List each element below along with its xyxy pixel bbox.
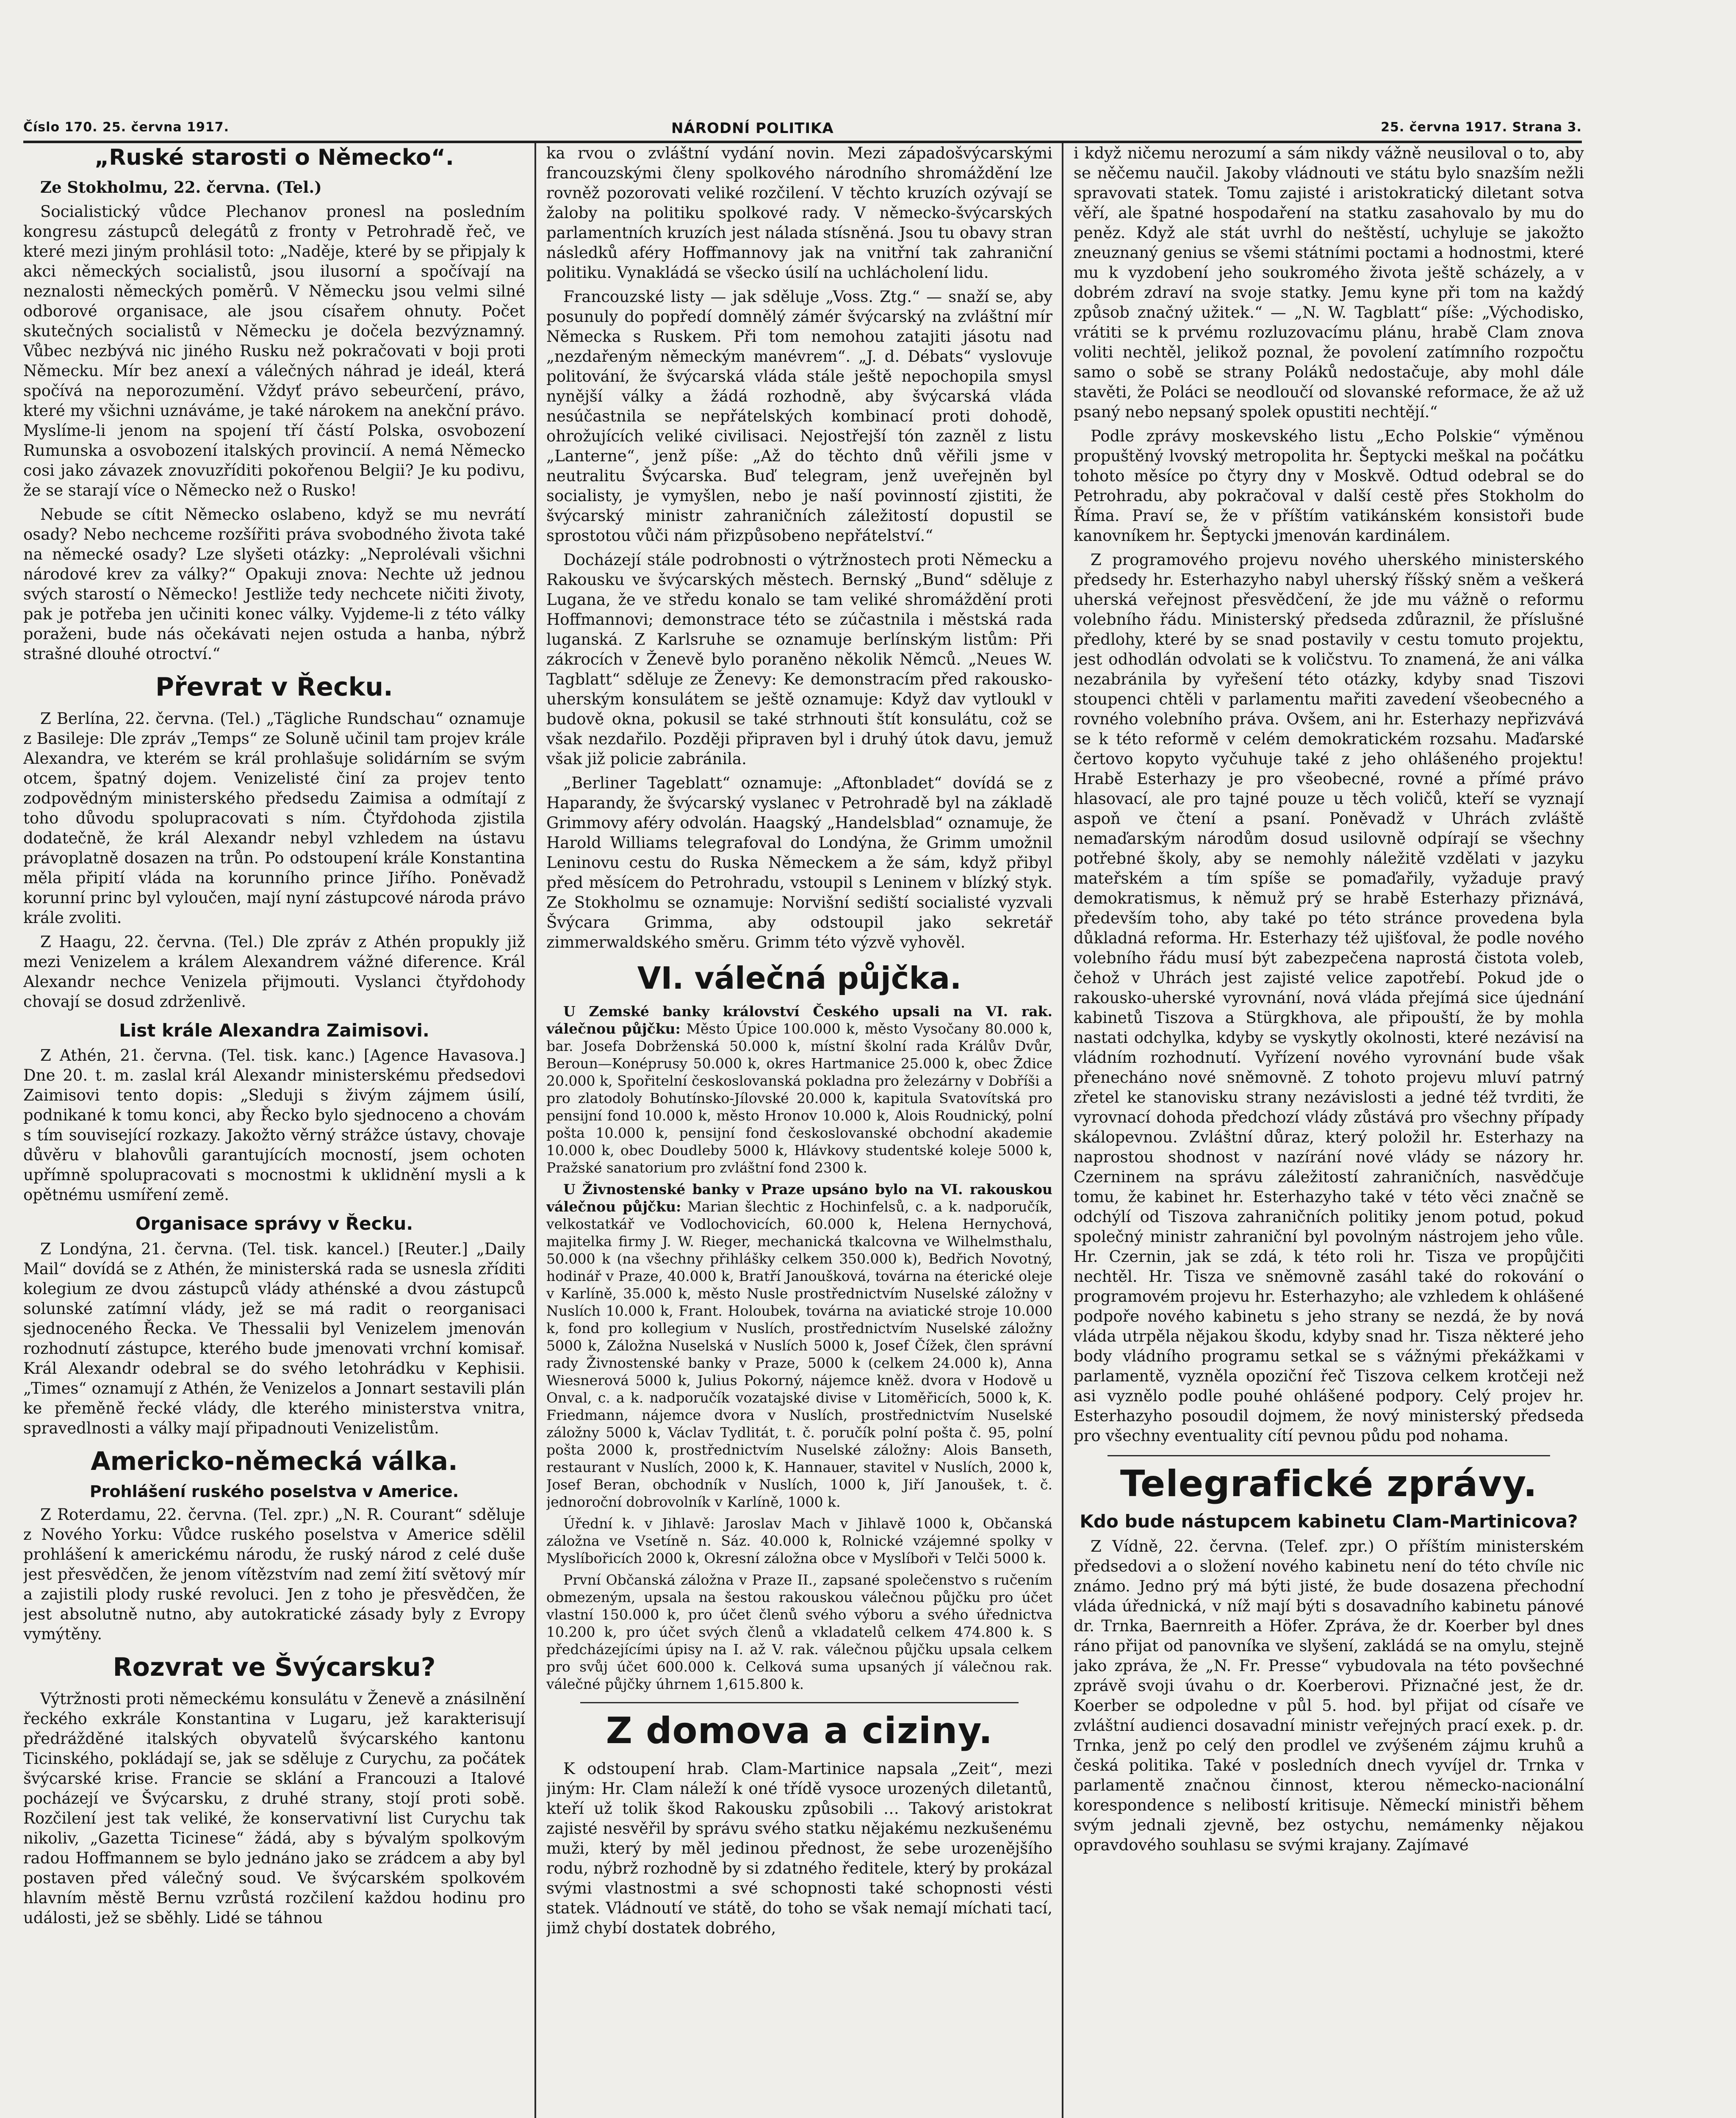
subscription-heading: U Živnostenské banky v Praze upsáno bylo na VI. rakouskou válečnou půjčku: [546,1181,1052,1215]
article-title: Americko-německá válka. [91,1446,458,1476]
article-rozvrat-ve-svycarsku [23,1653,525,1928]
article-domov-continued [1074,143,1584,1446]
article-paragraph: Francouzské listy — jak sděluje „Voss. Ztg.“ — snaží se, aby posunuly do popředí domnělý zámér švýcarský na zvláštní mír Německa s Ruskem. Při tom nemohou zatajiti jásotu nad „nezdařeným německým manévrem“. „J. d. Débats“ vyslovuje politování, že švýcarská vláda stále ještě nepochopila smysl nynější války a žádá rozhodně, aby švýcarská vláda nesúčastnila se nepřátelských kombinací proti dohodě, ohrožujících veliké civilisaci. Nejostřejší tón zazněl z listu „Lanterne“, jenž píše: „Až do těchto dnů věřili jsme v neutralitu Švýcarska. Buď telegram, jenž uveřejněn byl socialisty, je vymyšlen, nebo je naší povinností zjistiti, že švýcarský ministr zahraničních záležitostí dopustil se sprostotou vůči nám přizpůsobeno nepřátelství.“ [546,288,1052,545]
article-subtitle: Kdo bude nástupcem kabinetu Clam-Martinicova? [1080,1511,1578,1532]
article-paragraph: Výtržnosti proti německému konsulátu v Ženevě a znásilnění řeckého exkrále Konstantina v Lugaru, jež karakterisují předrážděné italských obyvatelů švýcarského kantonu Ticinského, pokládají se, jak se sděluje z Curychu, za počátek švýcarské krise. Francie se sklání a Francouzi a Italové pocházejí ve Švýcarsku, z druhé strany, stojí proti sobě. Rozčilení jest tak veliké, že konservativní list Curychu tak nikoliv, „Gazetta Ticinese“ žádá, aby s bývalým spolkovým radou Hoffmannem se bylo jednáno jako se zrádcem a aby byl postaven před válečný soud. Ve švýcarském spolkovém hlavním městě Bernu vzrůstá rozčilení každou hodinu pro události, jež se sběhly. Lidé se táhnou [23,1690,525,1927]
section-title: Telegrafické zprávy. [1120,1463,1538,1505]
article-title: Převrat v Řecku. [155,672,393,702]
article-z-domova-a-ciziny [546,1711,1052,1938]
page-header [23,120,1582,137]
article-telegraficke-zpravy [1074,1464,1584,1855]
article-paragraph: Docházejí stále podrobnosti o výtržnostech proti Německu a Rakousku ve švýcarských městech. Bernský „Bund“ sděluje z Lugana, že ve středu konalo se tam veliké shromáždění proti Hoffmannovi; demonstrace této se zúčastnila i městská rada luganská. Z Karlsruhe se oznamuje berlínským listům: Při zákrocích v Ženevě bylo poraněno několik Němců. „Neues W. Tagblatt“ sděluje ze Ženevy: Ke demonstracím před rakousko-uherským konsulátem se ještě oznamuje: Když dav vytloukl v budově okna, pokusil se také strhnouti štít konsulátu, což se však nezdařilo. Později připraven byl i druhý útok davu, jemuž však již policie zabránila. [546,551,1052,768]
column-3 [1074,143,1584,2118]
article-title: List krále Alexandra Zaimisovi. [119,1020,429,1041]
article-paragraph: K odstoupení hrab. Clam-Martinice napsala „Zeit“, mezi jiným: Hr. Clam náleží k oné třídě vysoce urozených diletantů, kteří už tolik škod Rakousku způsobili … Takový aristokrat zajisté nesvěřil by správu svého statku nějakému nezkušenému muži, který by měl jedinou přednost, že sebe urozenějšího rodu, nýbrž rozhodně by si zdatného ředitele, který by prokázal svými vlastnostmi a své schopnosti také schopnosti vésti statek. Vládnoutí ve státě, do toho se však nemají míchati tací, jimž chybí dostatek dobrého, [546,1759,1052,1937]
column-rule-1 [534,143,536,2118]
article-organisace-spravy [23,1214,525,1438]
article-ruske-starosti [23,146,525,664]
column-1 [23,143,525,2118]
article-paragraph: „Berliner Tageblatt“ oznamuje: „Aftonbladet“ dovídá se z Haparandy, že švýcarský vyslanec v Petrohradě byl na základě Grimmovy aféry odvolán. Haagský „Handelsblad“ oznamuje, že Harold Williams telegrafoval do Londýna, že Grimm umožnil Leninovu cestu do Ruska Německem a že sám, když přibyl před měsícem do Petrohradu, vstoupil s Leninem v blízký styk. Ze Stokholmu se oznamuje: Norvišní sediští socialisté vyzvali Švýcara Grimma, aby odstoupil jako sekretář zimmerwaldského směru. Grimm této výzvě vyhověl. [546,774,1052,951]
article-americko-nemecka-valka [23,1447,525,1644]
header-issue-date: Číslo 170. 25. června 1917. [23,120,229,135]
column-2 [546,143,1052,2118]
subscription-heading: U Zemské banky království Českého upsali na VI. rak. válečnou půjčku: [546,1003,1052,1037]
header-masthead: NÁRODNÍ POLITIKA [671,120,834,137]
header-page-number: 25. června 1917. Strana 3. [1381,120,1582,135]
subscription-list: Město Úpice 100.000 k, město Vysočany 80.000 k, bar. Josefa Dobrženská 50.000 k, místní školní rada Králův Dvůr, Beroun—Konéprusy 50.000 k, okres Hartmanice 25.000 k, obec Ždice 20.000 k, Spořitelní českoslovanská pokladna pro železárny v Dobříši a pro zlatodoly Bohutínsko-Jílovské 20.000 k, kapitula Svatovítská pro pensijní fond 10.000 k, město Hronov 10.000 k, Alois Roudnický, polní pošta 10.000 k, pensijní fond českoslovanské obchodní akademie 10.000 k, obec Doudleby 5000 k, Hlávkovy studentské koleje 5000 k, Pražské sanatorium pro zvláštní fond 2300 k. [546,1020,1052,1176]
article-paragraph: ka rvou o zvláštní vydání novin. Mezi západošvýcarskými francouzskými členy spolkového národního shromáždění lze rovněž pozorovati veliké rozčilení. V těchto kruzích ozývají se žaloby na politiku spolkové rady. V německo-švýcarských parlamentních kruzích jest nálada stísněná. Jsou tu obavy stran následků aféry Hoffmannovy jak na vnitřní tak zahraniční politiku. Vynakládá se všecko úsilí na uchlácholení lidu. [546,144,1052,282]
article-paragraph: Úřední k. v Jihlavě: Jaroslav Mach v Jihlavě 1000 k, Občanská záložna ve Vsetíně n. Sáz. 40.000 k, Rolnické vzájemné spolky v Myslíbořicích 2000 k, Okresní záložna obce v Myslíboři v Telči 5000 k. [546,1515,1052,1567]
dateline: Ze Stokholmu, 22. června. (Tel.) [40,178,322,197]
article-paragraph: Z Vídně, 22. června. (Telef. zpr.) O příštím ministerském předsedovi a o složení nového kabinetu není do této chvíle nic známo. Jedno prý má býti jisté, že bude dosazena přechodní vláda úřednická, v níž mají býti s dosavadního kabinetu pánové dr. Trnka, Baernreith a Höfer. Zpráva, že dr. Koerber byl dnes ráno přijat od panovníka ve slyšení, zakládá se na omylu, stejně jako zpráva, že „N. Fr. Presse“ vybudovala na této povšechné zprávě svoji úvahu o dr. Koerberovi. Přiznačné jest, že dr. Koerber se odpoledne v půl 5. hod. byl přijat od císaře ve zvláštní audienci dosavadní ministr veřejných prací exek. p. dr. Trnka, jenž po celý den prodlel ve zvýšeném zájmu kruhů a česká politika. Také v posledních dnech vyvíjel dr. Trnka v parlamentě značnou činnost, kterou německo-nacionální korespondence s nelibostí kritisuje. Německí ministři během svým jednali zjevně, bez ostychu, nemámenky nějakou opravdového souhlasu se svými krajany. Zajímavé [1074,1537,1584,1854]
subscription-list: Marian šlechtic z Hochinfelsů, c. a k. nadporučík, velkostatkář ve Vodlochovicích, 60.000 k, Helena Hernychová, majitelka firmy J. W. Rieger, mechanická tkalcovna ve Wilhelmsthalu, 50.000 k (na všechny přihlášky celkem 350.000 k), Bedřich Novotný, hodinář v Praze, 40.000 k, Bratří Janoušková, továrna na éterické oleje v Karlíně, 35.000 k, město Nusle prostřednictvím Nuselské záložny v Nuslích 10.000 k, Frant. Holoubek, továrna na aviatické stroje 10.000 k, fond pro kollegium v Nuslích, prostřednictvím Nuselské záložny 5000 k, Záložna Nuselská v Nuslích 5000 k, Josef Čížek, člen správní rady Živnostenské banky v Praze, 5000 k (celkem 24.000 k), Anna Wiesnerová 5000 k, Julius Pokorný, nájemce kněž. dvora v Hodově u Onval, c. a k. nadporučík vozatajské divise v Litoměřicích, 5000 k, K. Friedmann, nájemce dvora v Nuslích, prostřednictvím Nuselské záložny 5000 k, Václav Tydlitát, t. č. poručík polní pošta č. 95, polní pošta 2000 k, prostřednictvím Nuselské záložny: Alois Banseth, restaurant v Nuslích, 2000 k, K. Hannauer, stavitel v Nuslích, 2000 k, Josef Beran, obchodník v Nuslích, 1000 k, Jiří Janoušek, t. č. jednoroční dobrovolník v Karlíně, 1000 k. [546,1198,1052,1511]
article-subtitle: Prohlášení ruského poselstva v Americe. [89,1482,459,1501]
article-rozvrat-continued [546,143,1052,952]
article-list-krale [23,1021,525,1205]
article-paragraph: Z Roterdamu, 22. června. (Tel. zpr.) „N. R. Courant“ sděluje z Nového Yorku: Vůdce ruského poselstva v Americe sdělil prohlášení k americkému národu, že ruský národ z celé duše jest přesvědčen, že jenom vítězstvím nad zemí žití světový mír a zajistili plody ruské revoluci. Jen z toho je přesvědčen, že jest absolutně nutno, aby autokratické zásady byly z Evropy vymýtěny. [23,1505,525,1644]
article-paragraph: Nebude se cítit Německo oslabeno, když se mu nevrátí osady? Nebo nechceme rozšířiti práva svobodného života také na německé osady? Lze slyšeti otázky: „Neprolévali všichni národové krev za války?“ Opakuji znova: Nechte už jednou svých starostí o Německo! Jestliže tedy nechcete ničiti životy, pak je potřeba jen učiniti konec války. Vyjdeme-li z této války poraženi, bude nás očekávati nejen ostuda a hanba, nýbrž strašné dlouhé otroctví.“ [23,505,525,663]
article-paragraph: Z Haagu, 22. června. (Tel.) Dle zpráv z Athén propukly již mezi Venizelem a králem Alexandrem vážné diference. Král Alexandr nechce Venizela přijmouti. Vyslanci čtyřdohody chovají se dosud zdrženlivě. [23,933,525,1011]
article-paragraph: První Občanská záložna v Praze II., zapsané společenstvo s ručením obmezeným, upsala na šestou rakouskou válečnou půjčku pro účet vlastní 150.000 k, pro účet členů svého výboru a svého úřednictva 10.200 k, pro účet svých členů a vkladatelů celkem 474.800 k. S předcházejícími úpisy na I. až V. rak. válečnou půjčku upsala celkem pro svůj účet 600.000 k. Celková suma upsaných jí válečnou rak. válečné půjčky úhrnem 1,615.800 k. [546,1572,1052,1693]
article-paragraph [546,1003,1052,1176]
article-prevrat-v-recku [23,673,525,1012]
article-valecna-pujcka [546,962,1052,1693]
article-title: VI. válečná půjčka. [637,960,962,996]
article-paragraph: Podle zprávy moskevského listu „Echo Polskie“ výměnou propuštěný lvovský metropolita hr. Šeptycki meškal na počátku tohoto měsíce po čtyry dny v Moskvě. Odtud odebral se do Petrohradu, aby pokračoval v další cestě přes Stokholm do Říma. Praví se, že v příštím vatikánském konsistoři bude kanovníkem hr. Šeptycki jmenován kardinálem. [1074,427,1584,545]
article-title: „Ruské starosti o Německo“. [94,145,454,170]
section-rule [580,1702,1019,1703]
article-title: Rozvrat ve Švýcarsku? [113,1652,436,1683]
article-paragraph: Z Athén, 21. června. (Tel. tisk. kanc.) [Agence Havasova.] Dne 20. t. m. zaslal král Alexandr ministerskému předsedovi Zaimisovi tento dopis: „Sleduji s živým zájmem úsilí, podnikané k tomu konci, aby Řecko bylo sjednoceno a chovám s tím související rozkazy. Jakožto věrný strážce ústavy, chovaje důvěru v blahovůli garantujících mocností, jsem ochoten upřímně spolupracovati s mocnostmi k uklidnění mysli a k opětnému usmíření země. [23,1046,525,1204]
article-paragraph: Z Berlína, 22. června. (Tel.) „Tägliche Rundschau“ oznamuje z Basileje: Dle zpráv „Temps“ ze Soluně učinil tam projev krále Alexandra, ve kterém se král prohlašuje solidárním se svým otcem, špatný dojem. Venizelisté činí za projev tento zodpovědným ministerského předsedu Zaimisa a odmítají z toho důvodu spolupracovati s ním. Čtyřdohoda zjistila dodatečně, že král Alexandr nebyl vzhledem na ústavu právoplatně dosazen na trůn. Po odstoupení krále Konstantina měla připití vláda na korunního prince Jiřího. Poněvadž korunní princ byl vyloučen, mají nyní zástupcové národa právo krále zvoliti. [23,710,525,927]
article-paragraph: Socialistický vůdce Plechanov pronesl na posledním kongresu zástupců delegátů z fronty v Petrohradě řeč, ve které mezi jiným prohlásil toto: „Naděje, které by se připjaly k akci německých socialistů, jsou ilusorní a spočívají na neznalosti německých poměrů. V Německu jsou velmi silné odborové organisace, ale jsou císařem ohnuty. Počet skutečných socialistů v Německu je dočela bezvýznamný. Vůbec nezbývá nic jiného Rusku než pokračovati v boji proti Německu. Mír bez anexí a válečných náhrad je ideál, která spočívá na neporozumění. Vždyť právo sebeurčení, právo, které my všichni uznáváme, je také nárokem na anekční právo. Myslíme-li jenom na spojení tří částí Polska, osvobození Rumunska a osvobození italských provincií. A nemá Německo cosi jako závazek znovuzříditi pokořenou Belgii? Je ku podivu, že se starají více o Německo než o Rusko! [23,202,525,500]
article-dateline [23,177,525,197]
article-paragraph: Z programového projevu nového uherského ministerského předsedy hr. Esterhazyho nabyl uherský říšský sněm a veškerá uherská veřejnost přesvědčení, že jde mu vážně o reformu volebního řádu. Ministerský předseda zdůraznil, že příslušné předlohy, které by se snad postavily v cestu tomuto projektu, jest odhodlán odvolati se k voličstvu. To znamená, že ani válka nezabránila by vyřešení této otázky, kdyby snad Tiszovi stoupenci chtěli v parlamentu mařiti zavedení všeobecného a rovného volebního práva. Ovšem, ani hr. Esterhazy nepřizvává se k této reformě v celém demokratickém rozsahu. Maďarské čertovo kopyto vyčuhuje také z jeho ohlášeného projektu! Hrabě Esterhazy je pro všeobecné, rovné a přímé právo hlasovací, ale pro tajné pouze u těch voličů, kteří se vyznají aspoň ve čtení a psaní. Poněvadž v Uhrách zvláště nemaďarským národům dosud usilovně odpírají se všechny potřebné školy, aby se nemohly náležitě vzdělati v jazyku mateřském a tím spíše se pomaďařily, vyžaduje pravý demokratismus, k němuž prý se hrabě Esterhazy přiznává, především toho, aby také po této stránce provedena byla důkladná reforma. Hr. Esterhazy též ujišťoval, že podle nového volebního řádu musí být zabezpečena naprostá čistota voleb, čehož v Uhrách jest zajisté velice zapotřebí. Pokud jde o rakousko-uherské vyrovnání, nová vláda přejímá sice újednání kabinetů Tiszova a Stürgkhova, ale připouští, že by mohla nastati odchylka, kdyby se vyskytly okolnosti, které nezávisí na vládním rozhodnutí. Vyřízení nového vyrovnání bude však přenecháno nové sněmovně. Z tohoto projevu mluví patrný zřetel ke stanovisku strany nezávislosti a jedné též tvrditi, že vyrovnací dohoda předchozí vlády zůstává pro všechny případy skálopevnou. Zvláštní důraz, který položil hr. Esterhazy na naprostou shodnost v nazírání nové vlády se názory hr. Czerninem na správu záležitostí zahraničních, nasvědčuje tomu, že kabinet hr. Esterhazyho také v této věci značně se odchýlí od Tiszova zahraničních politiky jenom potud, pokud společný ministr zahraniční byl povolným nástrojem jeho vůle. Hr. Czernin, jak se zdá, k této roli hr. Tisza ve propůjčiti nechtěl. Hr. Tisza ve sněmovně zasáhl také do rokování o programovém projevu hr. Esterhazyho; ale vzhledem k ohlášené podpoře nového kabinetu s jeho strany se nezdá, že by nová vláda utrpěla nějakou škodu, kdyby snad hr. Tisza některé jeho body vládního programu setkal se s vážnými překážkami v parlamentě, vyzněla opoziční řeč Tiszova celkem krotčeji než asi vyznělo podle pouhé ohlášené podpory. Celý projev hr. Esterhazyho posoudil dojmem, že nový ministerský předseda pro všechny eventuality cítí pevnou půdu pod nohama. [1074,551,1584,1445]
article-paragraph: Z Londýna, 21. června. (Tel. tisk. kancel.) [Reuter.] „Daily Mail“ dovídá se z Athén, že ministerská rada se usnesla zříditi kolegium ze dvou zástupců vlády athénské a dvou zástupců solunské zatímní vlády, jež se má radit o reorganisaci sjednoceného Řecka. Ve Thessalii byl Venizelem jmenován rozhodnutí zástupce, kterého bude jmenovati vrchní komisař. Král Alexandr odebral se do svého letohrádku v Kephisii. „Times“ oznamují z Athén, že Venizelos a Jonnart sestavili plán ke přeměně řecké vlády, dle kterého ministerstva vnitra, spravedlnosti a války mají připadnouti Venizelistům. [23,1239,525,1437]
article-paragraph: i když ničemu nerozumí a sám nikdy vážně neusiloval o to, aby se něčemu naučil. Jakoby vládnouti ve státu bylo snazším nežli spravovati statek. Tomu zajisté i aristokratický diletant sotva věří, ale špatné hospodaření na statku zasahovalo by mu do peněz. Když ale stát uvrhl do neštěstí, uchyluje se jakožto zneuznaný genius se všemi státními poctami a hodnostmi, které mu k vyzdobení jeho soukromého života ještě scházely, a v dobrém zdraví na svoje statky. Jemu kyne při tom na každý způsob značný užitek.“ — „N. W. Tagblatt“ píše: „Východisko, vrátiti se k prvému rozluzovacímu plánu, hrabě Clam znova voliti nechtěl, jelikož poznal, že povolení zatímního rozpočtu samo o sobě se strany Poláků nedostačuje, aby mohl dále stavěti, že Poláci se neodloučí od slovanské reformace, že až už psaný nebo nepsaný spolek opustiti nechtějí.“ [1074,144,1584,421]
article-title: Organisace správy v Řecku. [135,1213,413,1234]
column-rule-2 [1062,143,1063,2118]
section-title: Z domova a ciziny. [606,1710,993,1752]
article-paragraph [546,1181,1052,1511]
section-rule [1107,1455,1550,1456]
